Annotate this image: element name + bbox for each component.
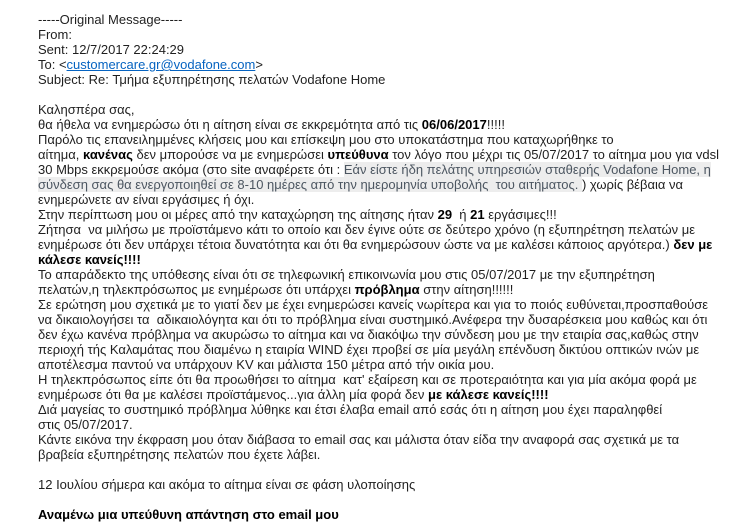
email-line [38, 207, 731, 222]
body-text: ενημερώνετε αν είναι εργάσιμες ή όχι. [38, 192, 255, 207]
body-text: αίτημα, [38, 147, 83, 162]
body-text: Subject: Re: Τμήμα εξυπηρέτησης πελατών Vodafone Home [38, 72, 386, 87]
email-line [38, 492, 731, 507]
body-text: θα ήθελα να ενημερώσω ότι η αίτηση είναι σε εκκρεμότητα από τις [38, 117, 422, 132]
email-line [38, 12, 731, 27]
recipient-email-link[interactable]: customercare.gr@vodafone.com [66, 57, 256, 72]
body-text: τον λόγο που μέχρι τις 05/07/2017 το αίτημα μου για vdsl [388, 147, 719, 162]
email-line [38, 267, 731, 282]
email-header [38, 12, 731, 102]
bold-text: πρόβλημα [354, 282, 420, 297]
email-line [38, 447, 731, 462]
bold-text: 21 [470, 207, 485, 222]
email-line [38, 222, 731, 237]
body-text: > [255, 57, 263, 72]
email-line [38, 132, 731, 147]
email-line [38, 252, 731, 267]
body-text: Σε ερώτηση μου σχετικά με το γιατί δεν με έχει ενημερώσει κανείς νωρίτερα και για το ποιός ευθύνεται,προσπαθούσε [38, 297, 709, 312]
body-text: -----Original Message----- [38, 12, 183, 27]
body-text: Sent: 12/7/2017 22:24:29 [38, 42, 185, 57]
body-text: From: [38, 27, 72, 42]
email-line [38, 432, 731, 447]
email-line [38, 372, 731, 387]
highlighted-quote: σύνδεση σας θα ενεργοποιηθεί σε 8-10 ημέρες από την ημερομηνία υποβολής του αιτήματος. [38, 177, 582, 192]
body-text: δεν έχω κανένα πρόβλημα να ακυρώσω το αίτημα και να διακόψω την σύνδεση μου με την εταιρία σας,καθώς στην [38, 327, 699, 342]
bold-text: με κάλεσε κανείς!!!! [428, 387, 549, 402]
body-text: αποτέλεσμα παντού να υπάρχουν KV και μάλιστα 150 μέτρα από τήν οικία μου. [38, 357, 495, 372]
email-line [38, 282, 731, 297]
body-text: Παρόλο τις επανειλημμένες κλήσεις μου και επίσκεψη μου στο υποκατάστημα που καταχωρήθηκε το [38, 132, 614, 147]
bold-text: 29 [437, 207, 453, 222]
email-body [38, 102, 731, 522]
email-line [38, 462, 731, 477]
body-text: στην αίτηση!!!!!! [419, 282, 514, 297]
body-text: ) χωρίς βέβαια να [581, 177, 683, 192]
body-text: δεν μπορούσε να με ενημερώσει [132, 147, 328, 162]
body-text: Καλησπέρα σας, [38, 102, 135, 117]
email-line [38, 147, 731, 162]
email-line [38, 387, 731, 402]
email-line [38, 507, 731, 522]
body-text: ενημέρωσε ότι δεν υπάρχει τέτοια δυνατότητα και ότι θα ενημερώσουν ώστε να με καλέσει κάποιος αργότερα.) [38, 237, 674, 252]
email-line [38, 312, 731, 327]
email-line [38, 402, 731, 417]
body-text: περιοχή τής Καλαμάτας που διαμένω η εταιρία WIND έχει προβεί σε μία μεγάλη επένδυση δικτύου οπτικών ινών με [38, 342, 700, 357]
body-text: να δικαιολογήσει τα αδικαιολόγητα και ότι το πρόβλημα είναι συστημικό.Ανέφερα την δυσαρέσκεια μου καθώς και ότι [38, 312, 708, 327]
email-line [38, 177, 731, 192]
body-text: ή [452, 207, 471, 222]
email-line [38, 477, 731, 492]
body-text: To: < [38, 57, 67, 72]
email-line [38, 327, 731, 342]
body-text: !!!!! [486, 117, 505, 132]
body-text: Το απαράδεκτο της υπόθεσης είναι ότι σε τηλεφωνική επικοινωνία μου στις 05/07/2017 με την εξυπηρέτηση [38, 267, 655, 282]
bold-text: υπεύθυνα [327, 147, 389, 162]
email-line [38, 117, 731, 132]
body-text: πελατών,η τηλεκπρόσωπος με ενημέρωσε ότι υπάρχει [38, 282, 355, 297]
body-text: Στην περίπτωση μου οι μέρες από την καταχώρηση της αίτησης ήταν [38, 207, 438, 222]
body-text: Διά μαγείας το συστημικό πρόβλημα λύθηκε και έτσι έλαβα email από εσάς ότι η αίτηση μου έχει παραληφθεί [38, 402, 663, 417]
bold-text: κάλεσε κανείς!!!! [38, 252, 141, 267]
body-text: Κάντε εικόνα την έκφραση μου όταν διάβασα το email σας και μάλιστα όταν είδα την αναφορά σας σχετικά με τα [38, 432, 680, 447]
body-text: στις 05/07/2017. [38, 417, 133, 432]
email-line [38, 342, 731, 357]
body-text: βραβεία εξυπηρέτησης πελατών που έχετε λάβει. [38, 447, 321, 462]
body-text: 12 Ιουλίου σήμερα και ακόμα το αίτημα είναι σε φάση υλοποίησης [38, 477, 416, 492]
email-line [38, 417, 731, 432]
email-line [38, 87, 731, 102]
bold-text: 06/06/2017 [421, 117, 487, 132]
email-line [38, 237, 731, 252]
body-text: εργάσιμες!!! [484, 207, 557, 222]
body-text: Ζήτησα να μιλήσω με προϊστάμενο κάτι το οποίο και δεν έγινε ούτε σε δεύτερο χρόνο (η εξυπηρέτηση πελατών με [38, 222, 695, 237]
email-line [38, 42, 731, 57]
body-text: ενημέρωσε ότι θα με καλέσει προϊστάμενος...για άλλη μία φορά δεν [38, 387, 428, 402]
email-line [38, 57, 731, 72]
email-line [38, 192, 731, 207]
email-line [38, 27, 731, 42]
bold-text: κανένας [83, 147, 133, 162]
email-line [38, 162, 731, 177]
email-line [38, 357, 731, 372]
email-line [38, 102, 731, 117]
email-line [38, 72, 731, 87]
body-text: Η τηλεκπρόσωπος είπε ότι θα προωθήσει το αίτημα κατ' εξαίρεση και σε προτεραιότητα και για μία ακόμα φορά με [38, 372, 697, 387]
highlighted-quote: Εάν είστε ήδη πελάτης υπηρεσιών σταθερής Vodafone Home, η [343, 162, 711, 177]
bold-text: Αναμένω μια υπεύθυνη απάντηση στο email μου [38, 507, 339, 522]
body-text: 30 Mbps εκκρεμούσε ακόμα (στο site αναφέρετε ότι : [38, 162, 344, 177]
bold-text: δεν με [673, 237, 713, 252]
email-line [38, 297, 731, 312]
